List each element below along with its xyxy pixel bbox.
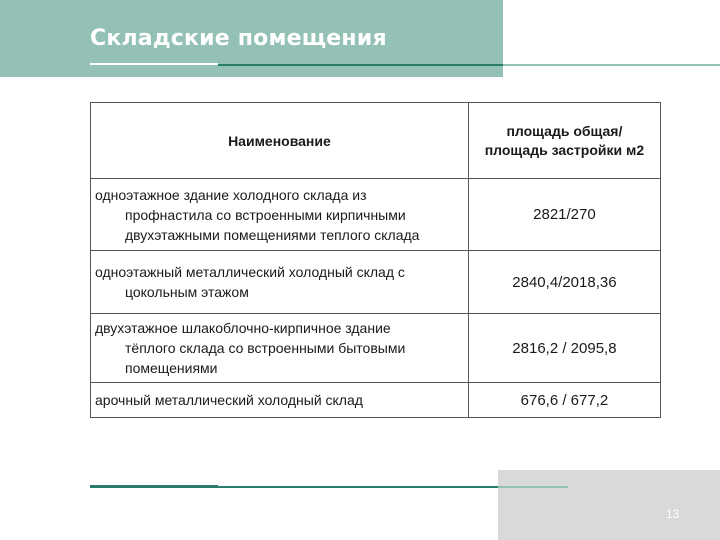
- row-name-continuation: профнастила со встроенными кирпичными двухэтажными помещениями теплого склада: [125, 206, 420, 243]
- page-number: 13: [666, 507, 680, 521]
- row-area-cell: 2816,2 / 2095,8: [468, 314, 660, 383]
- row-name-cell: [91, 179, 469, 251]
- row-name-first-line: арочный металлический холодный склад: [95, 392, 363, 408]
- row-name-continuation: тёплого склада со встроенными бытовыми помещениями: [125, 340, 406, 376]
- row-name-first-line: одноэтажное здание холодного склада из: [95, 186, 367, 203]
- row-name-first-line: одноэтажный металлический холодный склад с: [95, 264, 405, 280]
- bottom-rule: [90, 485, 218, 488]
- table-header-row: [91, 103, 661, 179]
- row-name-first-line: двухэтажное шлакоблочно-кирпичное здание: [95, 320, 391, 336]
- row-name-continuation: цокольным этажом: [125, 284, 249, 300]
- bottom-rule-mid: [218, 486, 498, 488]
- top-rule: [218, 64, 503, 66]
- table-row: [91, 383, 661, 418]
- table-row: [91, 314, 661, 383]
- row-area-cell: 676,6 / 677,2: [468, 383, 660, 418]
- warehouse-table: [90, 102, 661, 418]
- row-area-cell: 2821/270: [468, 179, 660, 251]
- row-name-cell: [91, 314, 469, 383]
- page-number-box: [498, 470, 720, 540]
- page-title: Складские помещения: [90, 26, 387, 51]
- table-row: [91, 179, 661, 251]
- table-row: [91, 251, 661, 314]
- title-underline: [90, 63, 218, 65]
- row-area-cell: 2840,4/2018,36: [468, 251, 660, 314]
- column-header-name: Наименование: [91, 103, 469, 179]
- row-name-cell: [91, 251, 469, 314]
- row-name-cell: [91, 383, 469, 418]
- bottom-rule-light: [498, 486, 568, 488]
- top-rule-light: [503, 64, 720, 66]
- column-header-area: площадь общая/ площадь застройки м2: [468, 103, 660, 179]
